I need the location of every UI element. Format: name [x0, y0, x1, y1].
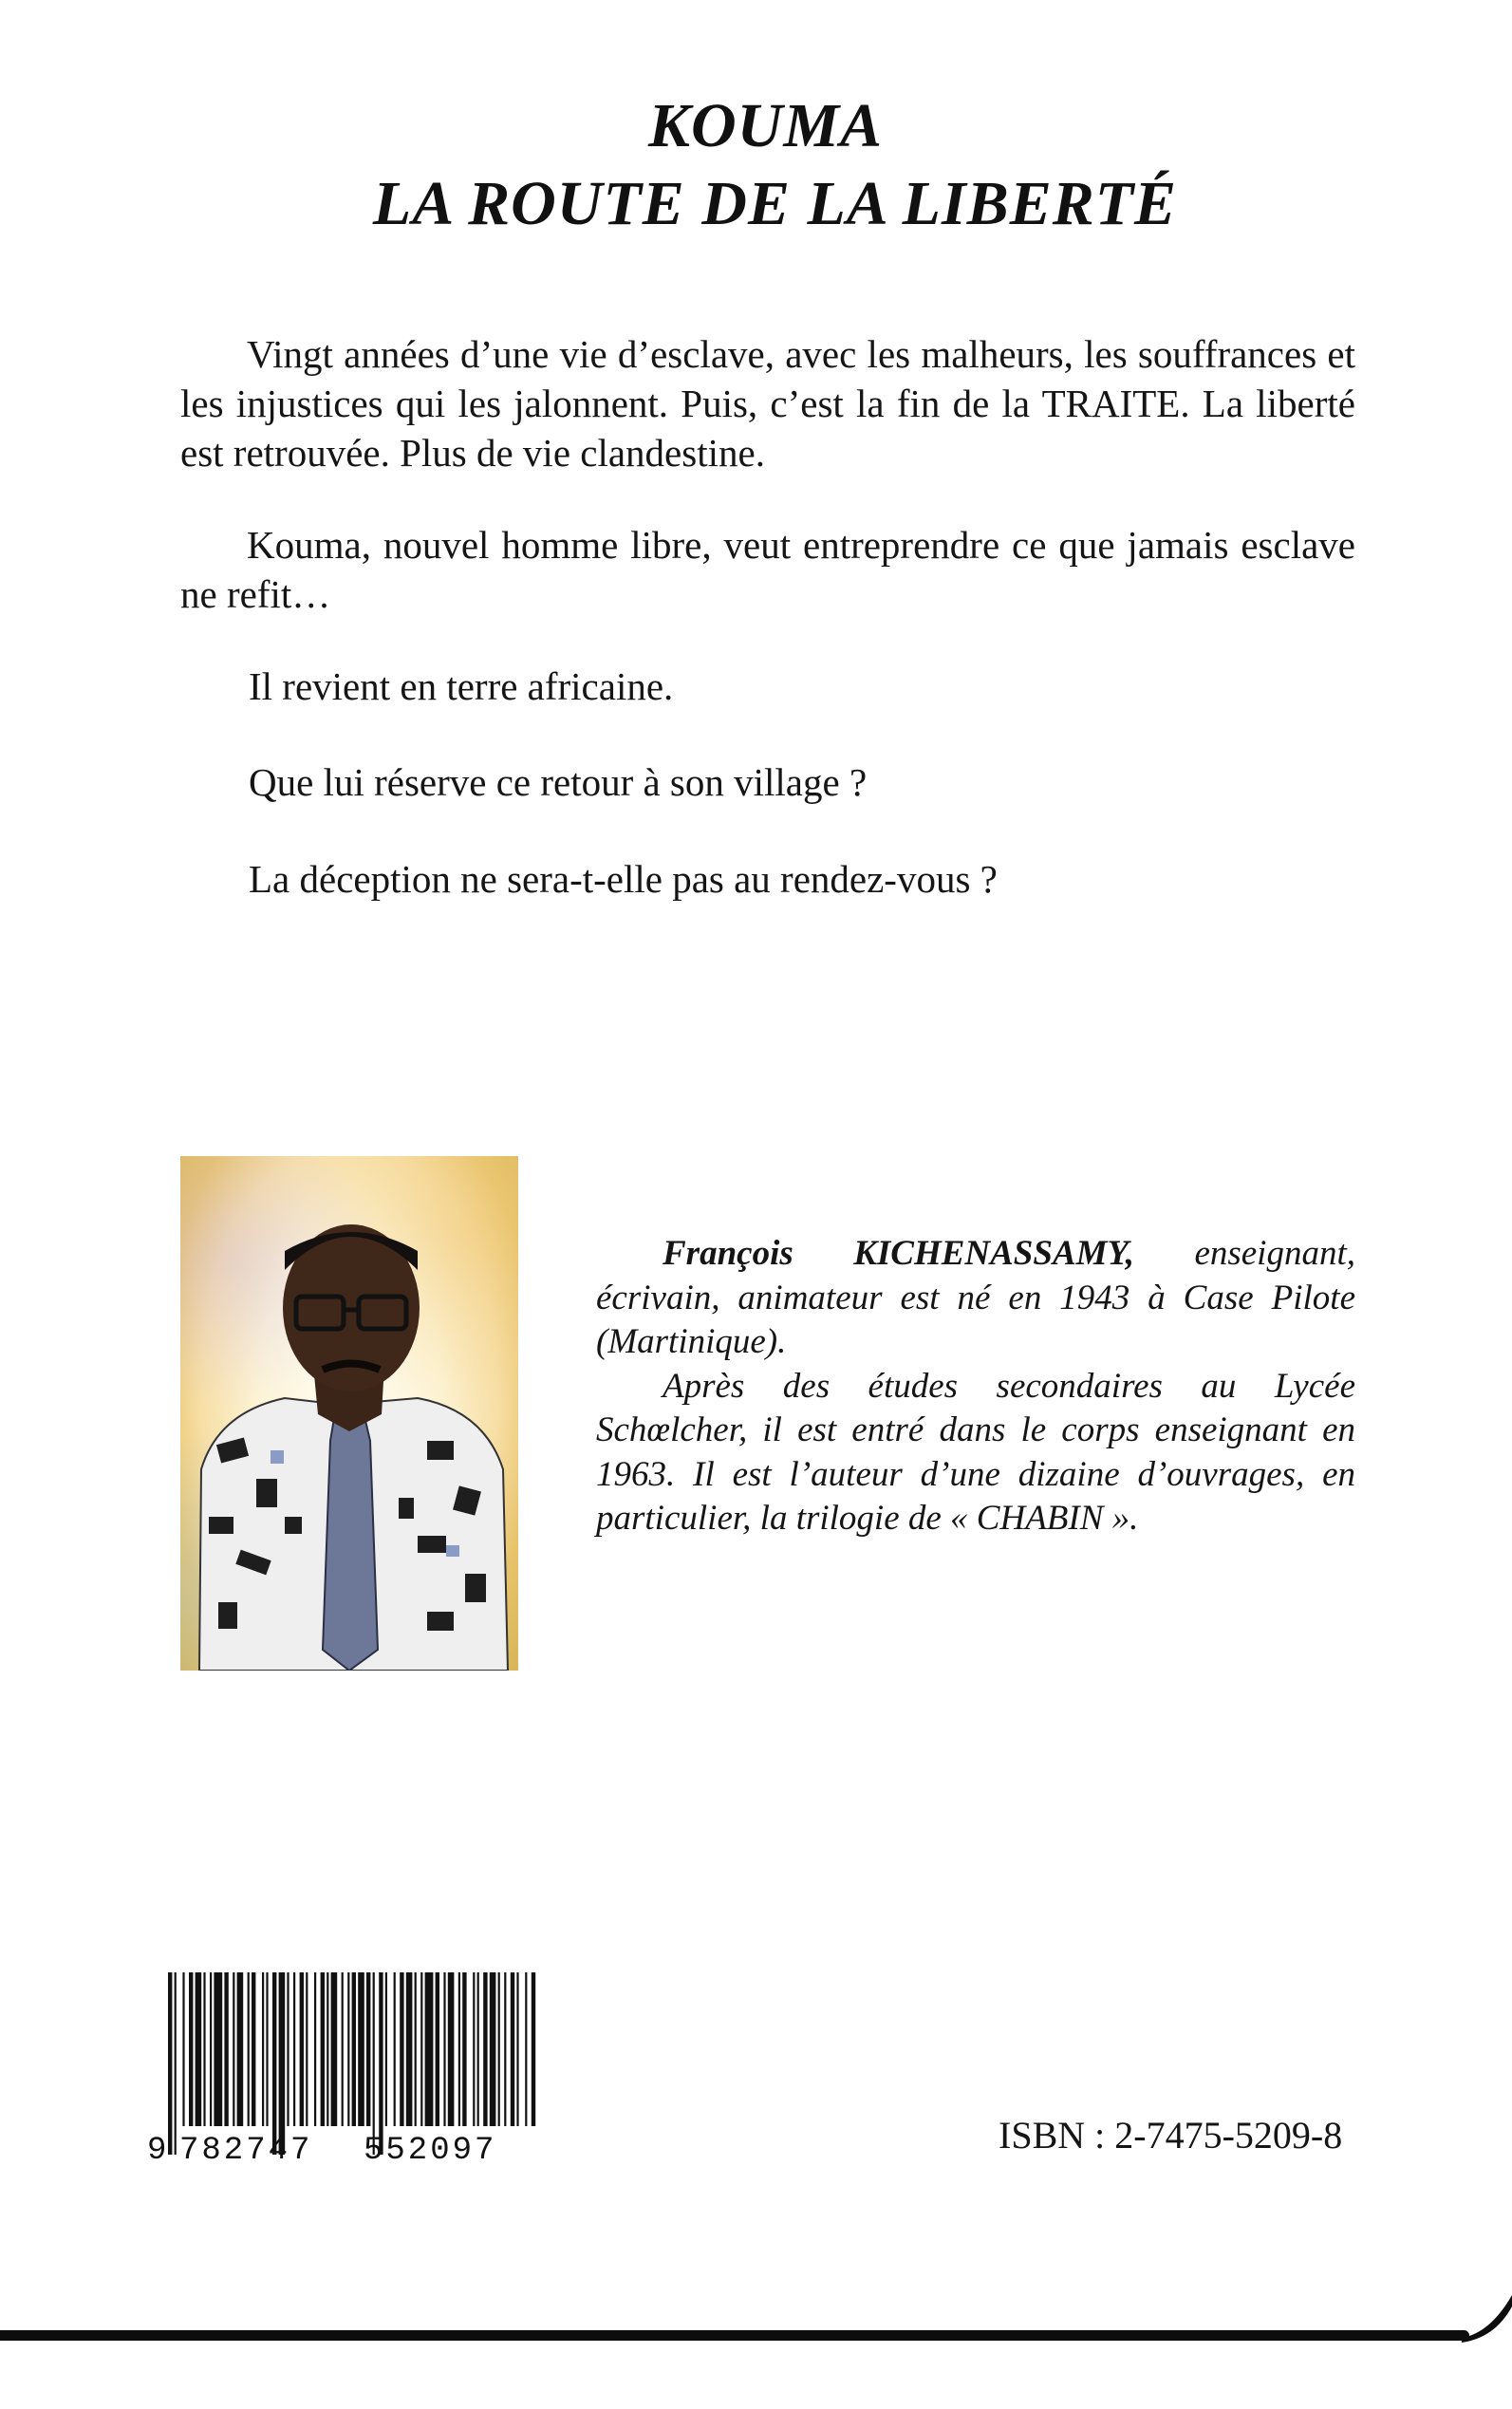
barcode-bar — [511, 1972, 514, 2126]
barcode-bar — [342, 1972, 344, 2126]
barcode-bar — [448, 1972, 455, 2126]
bottom-rule — [0, 2330, 1469, 2341]
barcode-bar — [525, 1972, 527, 2126]
barcode-bar — [196, 1972, 202, 2126]
barcode-bar — [373, 1972, 375, 2155]
barcode-bars — [136, 1972, 553, 2162]
barcode-bar — [400, 1972, 403, 2126]
barcode-bar — [394, 1972, 396, 2126]
barcode-digits-right: 552097 — [364, 2133, 497, 2162]
barcode-bar — [266, 1972, 268, 2126]
barcode-bar — [504, 1972, 506, 2126]
barcode-bar — [532, 1972, 535, 2126]
barcode-bar — [237, 1972, 244, 2126]
barcode-bar — [279, 1972, 286, 2155]
barcode-digits-left: 782747 — [179, 2133, 313, 2162]
blurb-paragraph-4: Que lui réserve ce retour à son village ? — [249, 760, 868, 804]
barcode-bar — [443, 1972, 445, 2126]
barcode-bar — [327, 1972, 328, 2126]
barcode-bar — [300, 1972, 304, 2126]
barcode-bar — [358, 1972, 364, 2126]
barcode-bar — [415, 1972, 417, 2126]
barcode-bar — [379, 1972, 383, 2155]
barcode-bar — [385, 1972, 387, 2126]
barcode-bar — [420, 1972, 422, 2126]
barcode-bar — [462, 1972, 466, 2126]
barcode-bar — [366, 1972, 370, 2126]
barcode-bar — [436, 1972, 439, 2126]
blurb-paragraph-3: Il revient en terre africaine. — [249, 664, 674, 708]
barcode-bar — [287, 1972, 289, 2126]
book-title-line2: LA ROUTE DE LA LIBERTÉ — [372, 169, 1178, 238]
author-bio-second: Après des études secondaires au Lycée Schœlcher, il est entré dans le corps enseignant en 1963. Il est l’auteur d’une dizaine d’ouvrages, en particulier, la trilogie de « CHABIN ». — [596, 1366, 1355, 1538]
author-bio — [596, 1232, 1355, 1541]
barcode-bar — [214, 1972, 222, 2126]
barcode-bar — [210, 1972, 212, 2126]
author-portrait-illustration — [180, 1156, 518, 1671]
isbn: ISBN : 2-7475-5209-8 — [999, 2114, 1343, 2157]
barcode-bar — [498, 1972, 500, 2126]
barcode-bar — [252, 1972, 255, 2126]
blurb-paragraph-2: Kouma, nouvel homme libre, veut entreprendre ce que jamais esclave ne refit… — [180, 523, 1355, 616]
blurb-paragraph-5: La déception ne sera-t-elle pas au rendez-vous ? — [249, 857, 998, 901]
barcode-bar — [262, 1972, 264, 2126]
author-bio-first: enseignant, écrivain, animateur est né en 1943 à Case Pilote (Martinique). — [596, 1234, 1355, 1361]
barcode-bar — [306, 1972, 308, 2126]
bottom-rule-flourish — [1462, 2295, 1512, 2343]
author-name: François KICHENASSAMY, — [663, 1234, 1134, 1273]
barcode-bar — [458, 1972, 460, 2126]
barcode-bar — [352, 1972, 356, 2126]
barcode-bar — [189, 1972, 193, 2126]
barcode-bar — [203, 1972, 205, 2126]
barcode-bar — [224, 1972, 228, 2126]
barcode-bar — [473, 1972, 475, 2126]
book-title-line1: KOUMA — [647, 91, 884, 160]
barcode-bar — [483, 1972, 487, 2126]
barcode-bar — [293, 1972, 295, 2126]
barcode-bar — [314, 1972, 316, 2126]
barcode-bar — [406, 1972, 413, 2126]
barcode-bar — [248, 1972, 250, 2126]
barcode-bar — [321, 1972, 325, 2126]
barcode-bar — [233, 1972, 234, 2126]
barcode-digit-lead: 9 — [147, 2133, 167, 2162]
barcode-bar — [477, 1972, 479, 2126]
barcode-bar — [425, 1972, 434, 2126]
author-photo — [180, 1156, 518, 1671]
barcode-bar — [331, 1972, 338, 2126]
barcode-bar — [490, 1972, 496, 2126]
barcode — [136, 1972, 553, 2162]
barcode-bar — [182, 1972, 184, 2126]
blurb-paragraph-1: Vingt années d’une vie d’esclave, avec les malheurs, les souffrances et les injustices qui les jalonnent. Puis, c’est la fin de la TRAITE. La liberté est retrouvée. Plus de vie clandestine. — [180, 332, 1355, 475]
barcode-bar — [175, 1972, 177, 2155]
barcode-bar — [272, 1972, 276, 2155]
barcode-bar — [516, 1972, 518, 2126]
barcode-bar — [168, 1972, 172, 2155]
barcode-bar — [347, 1972, 349, 2126]
